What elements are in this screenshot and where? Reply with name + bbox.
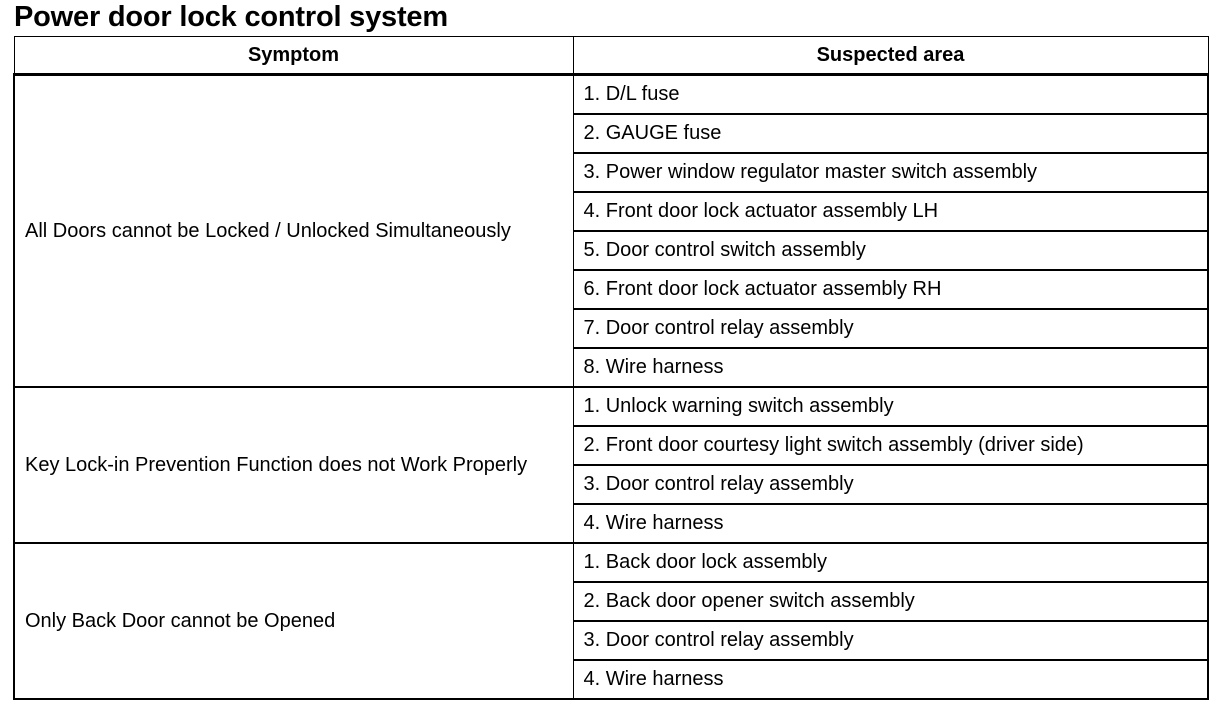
suspected-area-cell: 6. Front door lock actuator assembly RH [573, 270, 1208, 309]
suspected-area-cell: 8. Wire harness [573, 348, 1208, 387]
suspected-area-cell: 2. Front door courtesy light switch assembly (driver side) [573, 426, 1208, 465]
suspected-area-cell: 1. Back door lock assembly [573, 543, 1208, 582]
suspected-area-cell: 1. D/L fuse [573, 75, 1208, 114]
suspected-area-cell: 3. Door control relay assembly [573, 621, 1208, 660]
suspected-area-column-header: Suspected area [573, 37, 1208, 75]
suspected-area-cell: 5. Door control switch assembly [573, 231, 1208, 270]
symptom-cell: All Doors cannot be Locked / Unlocked Simultaneously [14, 75, 573, 387]
symptom-cell: Key Lock-in Prevention Function does not Work Properly [14, 387, 573, 543]
suspected-area-cell: 3. Power window regulator master switch assembly [573, 153, 1208, 192]
page-title: Power door lock control system [14, 1, 448, 33]
suspected-area-cell: 7. Door control relay assembly [573, 309, 1208, 348]
suspected-area-cell: 4. Front door lock actuator assembly LH [573, 192, 1208, 231]
symptom-column-header: Symptom [14, 37, 573, 75]
suspected-area-cell: 2. GAUGE fuse [573, 114, 1208, 153]
suspected-area-cell: 3. Door control relay assembly [573, 465, 1208, 504]
suspected-area-cell: 2. Back door opener switch assembly [573, 582, 1208, 621]
table-row [14, 543, 1208, 582]
symptom-cell: Only Back Door cannot be Opened [14, 543, 573, 699]
table-row [14, 387, 1208, 426]
suspected-area-cell: 1. Unlock warning switch assembly [573, 387, 1208, 426]
suspected-area-cell: 4. Wire harness [573, 504, 1208, 543]
header-row [14, 37, 1208, 75]
table-row [14, 75, 1208, 114]
troubleshooting-table [13, 36, 1209, 700]
suspected-area-cell: 4. Wire harness [573, 660, 1208, 699]
